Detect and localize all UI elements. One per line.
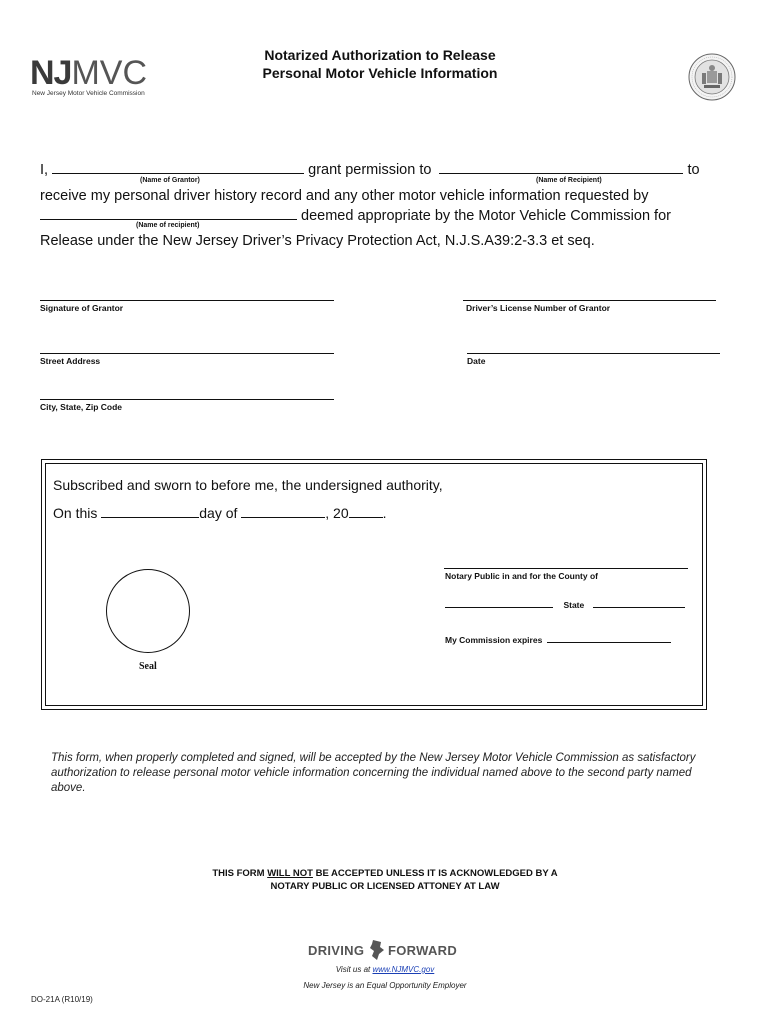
recipient-caption-2: (Name of recipient) (136, 222, 200, 229)
disclaimer-text: This form, when properly completed and signed, will be accepted by the New Jersey Motor Vehicle Commission as satisfactory authorization to release personal motor vehicle information concerning the individual named above to the second party named above. (51, 752, 696, 794)
state-field[interactable] (593, 596, 685, 608)
license-label: Driver’s License Number of Grantor (466, 303, 611, 313)
date-line[interactable] (467, 353, 720, 354)
seal-label: Seal (139, 661, 157, 672)
driving-text: DRIVING (308, 943, 365, 958)
nj-state-icon (367, 940, 385, 960)
on-this-line (53, 503, 387, 521)
i-text: I, (40, 162, 49, 178)
signature-line[interactable] (40, 300, 334, 301)
grantor-name-field[interactable] (52, 159, 304, 174)
street-label: Street Address (40, 356, 101, 366)
permission-line3 (40, 205, 671, 225)
permission-line1 (40, 159, 700, 179)
njmvc-link[interactable]: www.NJMVC.gov (372, 965, 435, 974)
period-text: . (382, 505, 387, 521)
city-line[interactable] (40, 399, 334, 400)
page-title-line2: Personal Motor Vehicle Information (262, 65, 498, 81)
logo-nj: NJ (30, 54, 72, 92)
deemed-text: deemed appropriate by the Motor Vehicle Commission for (301, 208, 671, 224)
permission-line2: receive my personal driver history record and any other motor vehicle information requested by (40, 188, 649, 204)
warning-post: BE ACCEPTED UNLESS IT IS ACKNOWLEDGED BY A (312, 868, 558, 879)
recipient-caption: (Name of Recipient) (536, 177, 602, 184)
state-label: State (563, 600, 585, 610)
to-text: to (687, 162, 700, 178)
warning-line1 (150, 867, 620, 880)
month-field[interactable] (241, 503, 325, 518)
warning-line2: NOTARY PUBLIC OR LICENSED ATTONEY AT LAW (270, 881, 500, 892)
commission-field[interactable] (547, 631, 671, 643)
day-of-text: day of (199, 505, 238, 521)
recipient-name-field[interactable] (439, 159, 683, 174)
commission-row (445, 630, 671, 648)
year-field[interactable] (349, 503, 383, 518)
warning-pre: THIS FORM (212, 868, 268, 879)
njmvc-logo (30, 48, 155, 102)
notary-signature-line[interactable] (444, 568, 688, 569)
license-line[interactable] (463, 300, 716, 301)
street-line[interactable] (40, 353, 334, 354)
eoe-text: New Jersey is an Equal Opportunity Employer (303, 981, 467, 990)
driving-forward-logo (300, 940, 460, 962)
county-field[interactable] (445, 596, 553, 608)
county-state-row (445, 595, 685, 613)
day-field[interactable] (101, 503, 199, 518)
forward-text: FORWARD (388, 943, 458, 958)
grant-text: grant permission to (308, 162, 432, 178)
warning-emph: WILL NOT (267, 868, 313, 879)
grantor-caption: (Name of Grantor) (140, 177, 200, 184)
commission-label: My Commission expires (445, 635, 543, 645)
logo-wordmark (30, 56, 147, 90)
city-label: City, State, Zip Code (40, 402, 123, 412)
signature-label: Signature of Grantor (40, 303, 124, 313)
year-prefix-text: , 20 (325, 505, 349, 521)
visit-prefix: Visit us at (335, 965, 373, 974)
county-label: Notary Public in and for the County of (445, 571, 598, 581)
recipient-name-field-2[interactable] (40, 205, 297, 220)
logo-tagline: New Jersey Motor Vehicle Commission (32, 90, 145, 97)
form-number: DO-21A (R10/19) (31, 995, 93, 1004)
logo-mvc: MVC (71, 54, 148, 92)
date-label: Date (467, 356, 486, 366)
sworn-text: Subscribed and sworn to before me, the undersigned authority, (53, 477, 443, 493)
notary-seal-circle[interactable] (106, 569, 190, 653)
on-this-text: On this (53, 505, 98, 521)
visit-line (200, 965, 570, 974)
state-seal-icon (688, 53, 736, 101)
permission-line4: Release under the New Jersey Driver’s Privacy Protection Act, N.J.S.A39:2-3.3 et seq. (40, 233, 595, 249)
page-title-line1: Notarized Authorization to Release (264, 47, 496, 63)
